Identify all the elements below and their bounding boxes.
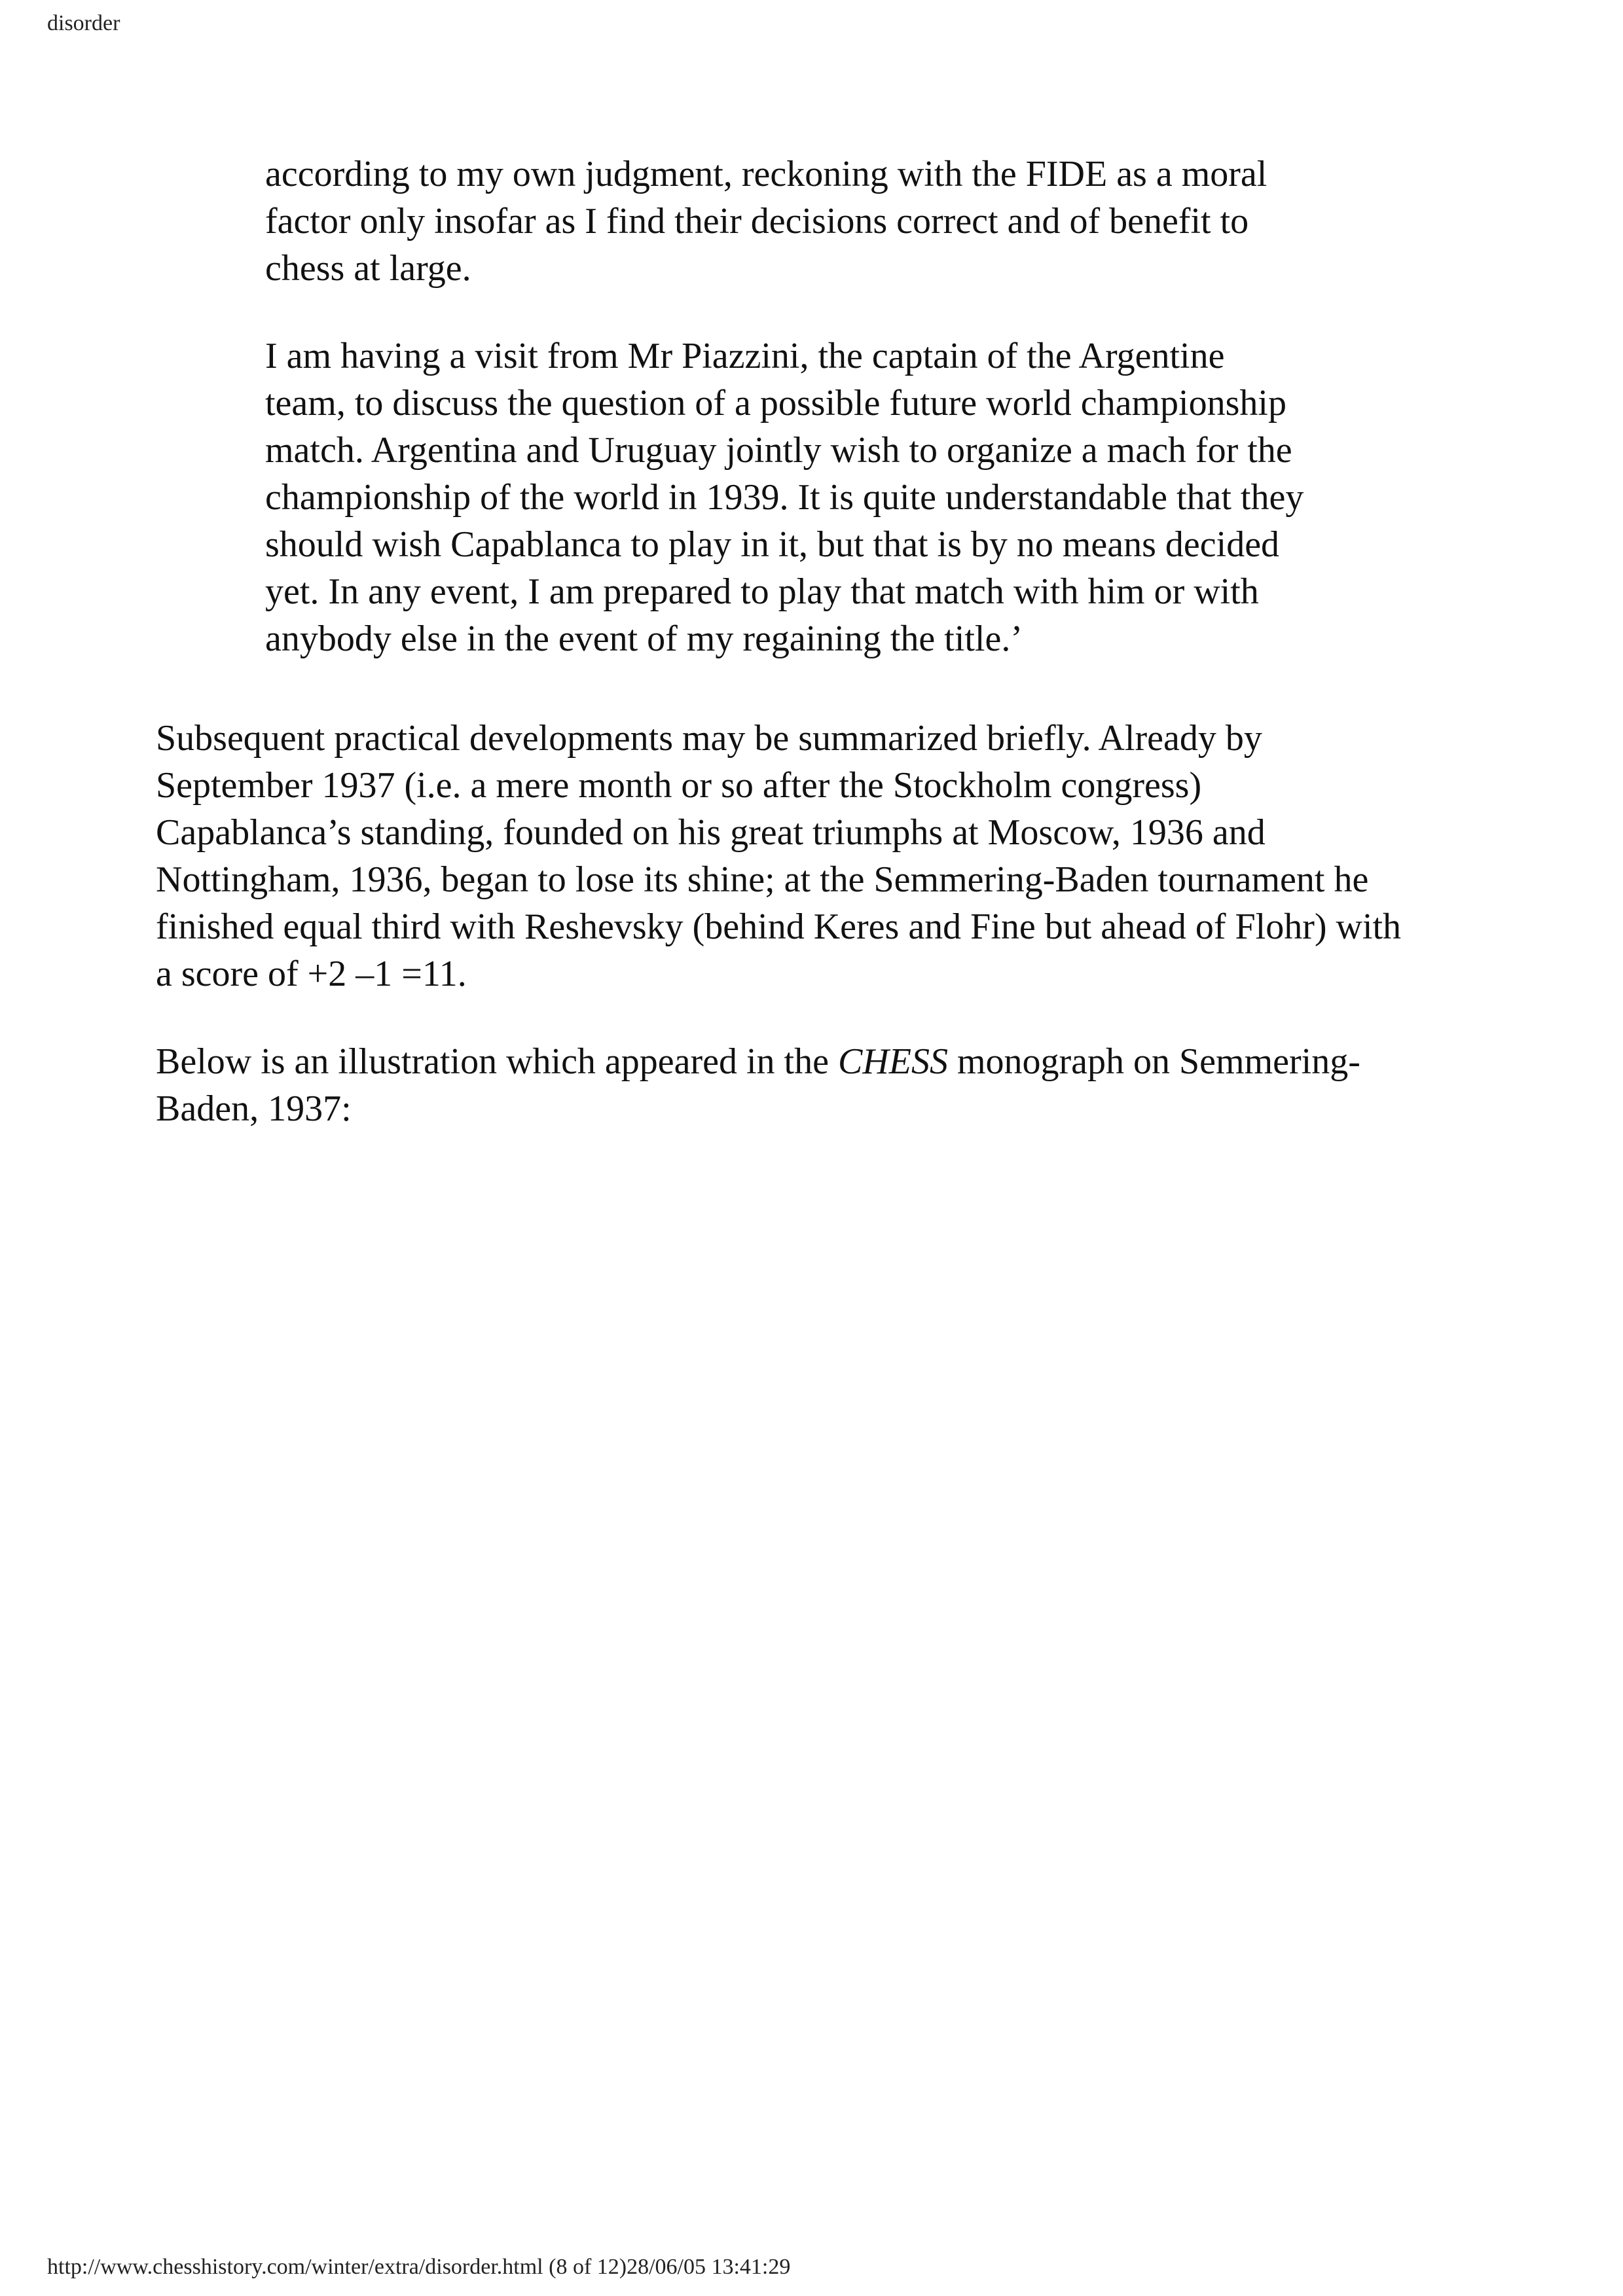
page-header-title: disorder: [47, 11, 120, 35]
text-line: anybody else in the event of my regaining the title.’: [265, 619, 1023, 659]
text-line: chess at large.: [265, 248, 471, 289]
text-line: match. Argentina and Uruguay jointly wish to organize a mach for the: [265, 430, 1292, 471]
quote-paragraph-1: [265, 151, 1417, 292]
body-paragraph-2: [156, 1038, 1485, 1132]
text-line: team, to discuss the question of a possible future world championship: [265, 383, 1286, 423]
body-paragraph-1: [156, 715, 1485, 997]
quoted-letter: [265, 151, 1417, 703]
text-line: I am having a visit from Mr Piazzini, the captain of the Argentine: [265, 336, 1225, 376]
text-line: should wish Capablanca to play in it, but that is by no means decided: [265, 524, 1280, 565]
text-line: yet. In any event, I am prepared to play that match with him or with: [265, 571, 1259, 612]
article-body: [156, 715, 1485, 1173]
publication-title: CHESS: [837, 1041, 948, 1082]
quote-paragraph-2: [265, 332, 1417, 662]
text-line: finished equal third with Reshevsky (behind Keres and Fine but ahead of Flohr) with: [156, 906, 1402, 947]
text-line: Nottingham, 1936, began to lose its shine; at the Semmering-Baden tournament he: [156, 859, 1369, 900]
text-segment: monograph on Semmering-: [947, 1041, 1360, 1082]
text-line: factor only insofar as I find their decisions correct and of benefit to: [265, 201, 1249, 242]
text-line: Subsequent practical developments may be summarized briefly. Already by: [156, 718, 1262, 759]
text-line: championship of the world in 1939. It is quite understandable that they: [265, 477, 1304, 518]
text-line: according to my own judgment, reckoning with the FIDE as a moral: [265, 154, 1267, 194]
text-line: [156, 1038, 1485, 1085]
text-line: Baden, 1937:: [156, 1088, 352, 1129]
text-line: Capablanca’s standing, founded on his great triumphs at Moscow, 1936 and: [156, 812, 1266, 853]
text-segment: Below is an illustration which appeared in the: [156, 1041, 838, 1082]
text-line: September 1937 (i.e. a mere month or so after the Stockholm congress): [156, 765, 1202, 806]
page-footer-url: http://www.chesshistory.com/winter/extra/disorder.html (8 of 12)28/06/05 13:41:29: [47, 2255, 791, 2279]
text-line: a score of +2 –1 =11.: [156, 954, 467, 994]
